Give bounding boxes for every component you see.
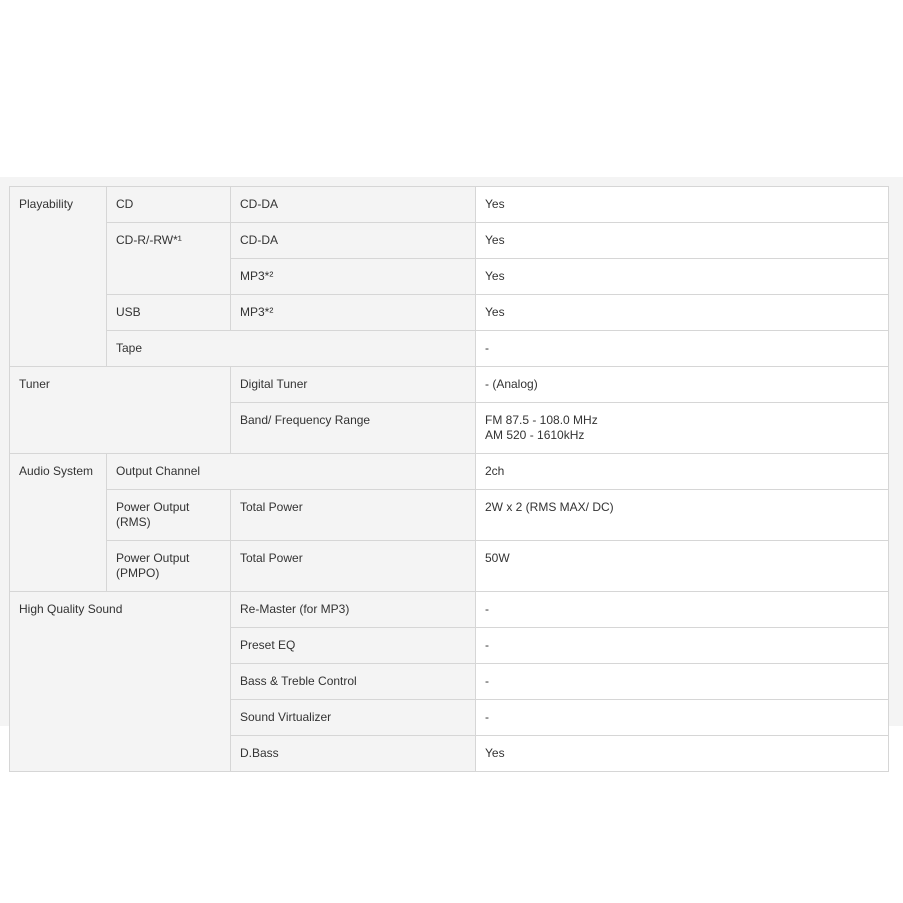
value-band-frequency — [476, 403, 889, 454]
sub-cd: CD — [107, 187, 231, 223]
value-pmpo-total-power: 50W — [476, 541, 889, 592]
label-digital-tuner: Digital Tuner — [231, 367, 476, 403]
value-preset-eq: - — [476, 628, 889, 664]
value-rms-total-power: 2W x 2 (RMS MAX/ DC) — [476, 490, 889, 541]
table-row — [10, 331, 889, 367]
table-row — [10, 187, 889, 223]
value-am-range: AM 520 - 1610kHz — [485, 428, 585, 442]
value-cd-da: Yes — [476, 187, 889, 223]
sub-cdr-rw: CD-R/-RW*¹ — [107, 223, 231, 295]
format-usb-mp3: MP3*² — [231, 295, 476, 331]
table-row — [10, 454, 889, 490]
category-playability: Playability — [10, 187, 107, 367]
value-output-channel: 2ch — [476, 454, 889, 490]
label-rms-total-power: Total Power — [231, 490, 476, 541]
value-sound-virtualizer: - — [476, 700, 889, 736]
format-cd-da: CD-DA — [231, 187, 476, 223]
label-power-output-rms: Power Output (RMS) — [107, 490, 231, 541]
format-cdr-cd-da: CD-DA — [231, 223, 476, 259]
category-high-quality-sound: High Quality Sound — [10, 592, 231, 772]
category-audio-system: Audio System — [10, 454, 107, 592]
value-fm-range: FM 87.5 - 108.0 MHz — [485, 413, 598, 427]
value-usb-mp3: Yes — [476, 295, 889, 331]
label-dbass: D.Bass — [231, 736, 476, 772]
label-sound-virtualizer: Sound Virtualizer — [231, 700, 476, 736]
sub-tape: Tape — [107, 331, 476, 367]
label-bass-treble: Bass & Treble Control — [231, 664, 476, 700]
table-row — [10, 223, 889, 259]
pmpo-label-line2: (PMPO) — [116, 566, 160, 580]
format-cdr-mp3: MP3*² — [231, 259, 476, 295]
value-cdr-cd-da: Yes — [476, 223, 889, 259]
value-tape: - — [476, 331, 889, 367]
value-remaster: - — [476, 592, 889, 628]
table-row — [10, 592, 889, 628]
label-band-frequency: Band/ Frequency Range — [231, 403, 476, 454]
category-tuner: Tuner — [10, 367, 231, 454]
table-row — [10, 490, 889, 541]
table-row — [10, 295, 889, 331]
sub-usb: USB — [107, 295, 231, 331]
value-bass-treble: - — [476, 664, 889, 700]
value-cdr-mp3: Yes — [476, 259, 889, 295]
table-row — [10, 367, 889, 403]
spec-panel — [0, 177, 903, 760]
label-output-channel: Output Channel — [107, 454, 476, 490]
label-power-output-pmpo — [107, 541, 231, 592]
value-dbass: Yes — [476, 736, 889, 772]
pmpo-label-line1: Power Output — [116, 551, 190, 565]
label-preset-eq: Preset EQ — [231, 628, 476, 664]
spec-table — [9, 186, 889, 772]
value-digital-tuner: - (Analog) — [476, 367, 889, 403]
label-remaster: Re-Master (for MP3) — [231, 592, 476, 628]
label-pmpo-total-power: Total Power — [231, 541, 476, 592]
table-row — [10, 541, 889, 592]
